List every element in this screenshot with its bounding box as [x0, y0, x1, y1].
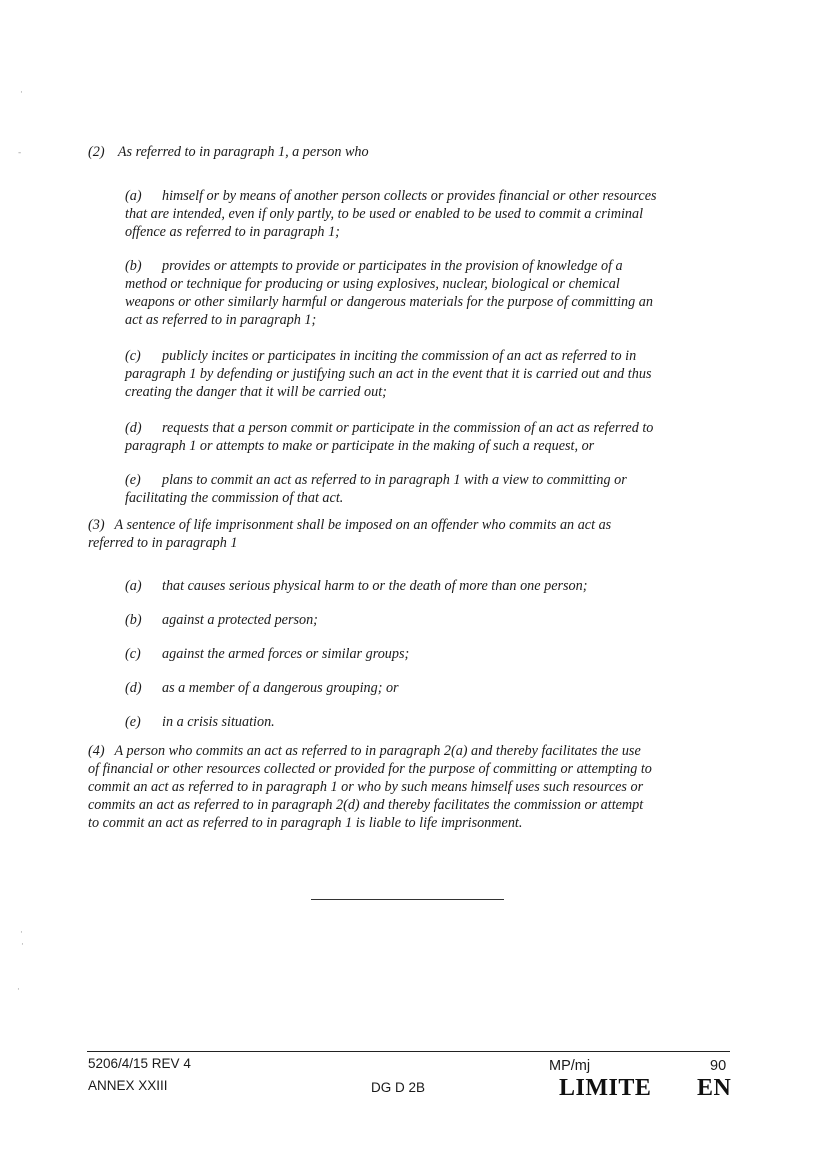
- item-first-line: (a) himself or by means of another person collects or provides financial or other resources: [125, 188, 657, 204]
- item-line: that are intended, even if only partly, to be used or enabled to be used to commit a criminal: [125, 206, 644, 222]
- paragraph-2-lead: [88, 143, 369, 161]
- footer-language: EN: [697, 1075, 732, 1101]
- item-label: (e): [125, 714, 141, 730]
- paragraph-3-item-c: [125, 645, 409, 663]
- scan-speck: ·: [17, 985, 20, 995]
- item-text: against a protected person;: [162, 612, 318, 628]
- paragraph-number: (4): [88, 743, 105, 759]
- paragraph-3: [88, 516, 611, 552]
- footer-page-number: 90: [710, 1058, 727, 1074]
- item-label: (e): [125, 472, 141, 488]
- item-line: facilitating the commission of that act.: [125, 490, 344, 506]
- item-line: creating the danger that it will be carried out;: [125, 384, 387, 400]
- paragraph-line: to commit an act as referred to in paragraph 1 is liable to life imprisonment.: [88, 815, 523, 831]
- item-label: (d): [125, 420, 142, 436]
- paragraph-line: commit an act as referred to in paragraph 1 or who by such means himself uses such resources or: [88, 779, 644, 795]
- scan-speck: ·: [21, 940, 24, 950]
- item-first-line: (b) provides or attempts to provide or participates in the provision of knowledge of a: [125, 258, 623, 274]
- scan-speck: ·: [20, 88, 23, 98]
- item-line: offence as referred to in paragraph 1;: [125, 224, 340, 240]
- footer-dg: DG D 2B: [371, 1080, 426, 1095]
- item-label: (d): [125, 680, 142, 696]
- item-first-line: (d) requests that a person commit or participate in the commission of an act as referred to: [125, 420, 654, 436]
- item-label: (c): [125, 646, 141, 662]
- item-label: (a): [125, 578, 142, 594]
- item-first-line: (c) publicly incites or participates in inciting the commission of an act as referred to in: [125, 348, 637, 364]
- footer-doc-ref: 5206/4/15 REV 4: [88, 1056, 191, 1071]
- paragraph-2-item-c: [125, 347, 651, 401]
- item-label: (b): [125, 258, 142, 274]
- paragraph-first-line: (3) A sentence of life imprisonment shall be imposed on an offender who commits an act as: [88, 517, 612, 533]
- paragraph-text: As referred to in paragraph 1, a person who: [117, 144, 369, 160]
- footer-classification: LIMITE: [559, 1075, 652, 1101]
- scan-speck: -: [18, 148, 22, 158]
- end-separator: [311, 899, 504, 900]
- footer-annex: ANNEX XXIII: [88, 1078, 168, 1093]
- item-line: method or technique for producing or using explosives, nuclear, biological or chemical: [125, 276, 620, 292]
- item-text: in a crisis situation.: [162, 714, 275, 730]
- paragraph-3-item-a: [125, 577, 587, 595]
- item-line: weapons or other similarly harmful or dangerous materials for the purpose of committing an: [125, 294, 653, 310]
- footer-initials: MP/mj: [549, 1058, 591, 1074]
- paragraph-3-item-e: [125, 713, 275, 731]
- item-label: (b): [125, 612, 142, 628]
- item-text: that causes serious physical harm to or the death of more than one person;: [162, 578, 588, 594]
- item-line: act as referred to in paragraph 1;: [125, 312, 317, 328]
- paragraph-3-item-d: [125, 679, 399, 697]
- paragraph-line: of financial or other resources collected or provided for the purpose of committing or attempting to: [88, 761, 652, 777]
- item-first-line: (e) plans to commit an act as referred to in paragraph 1 with a view to committing or: [125, 472, 627, 488]
- paragraph-line: referred to in paragraph 1: [88, 535, 238, 551]
- paragraph-2-item-b: [125, 257, 653, 329]
- paragraph-4: [88, 742, 652, 832]
- paragraph-first-line: (4) A person who commits an act as referred to in paragraph 2(a) and thereby facilitates the use: [88, 743, 641, 759]
- paragraph-2-item-a: [125, 187, 657, 241]
- paragraph-2-item-d: [125, 419, 653, 455]
- paragraph-3-item-b: [125, 611, 318, 629]
- paragraph-line: commits an act as referred to in paragraph 2(d) and thereby facilitates the commission or attempt: [88, 797, 644, 813]
- item-line: paragraph 1 by defending or justifying such an act in the event that it is carried out and thus: [125, 366, 652, 382]
- paragraph-number: (3): [88, 517, 105, 533]
- scan-speck: ·: [20, 928, 23, 938]
- item-line: paragraph 1 or attempts to make or participate in the making of such a request, or: [125, 438, 595, 454]
- footer-rule: [87, 1051, 730, 1052]
- paragraph-2-item-e: [125, 471, 627, 507]
- item-text: as a member of a dangerous grouping; or: [162, 680, 399, 696]
- item-text: against the armed forces or similar groups;: [162, 646, 410, 662]
- item-label: (c): [125, 348, 141, 364]
- item-label: (a): [125, 188, 142, 204]
- paragraph-number: (2): [88, 144, 105, 160]
